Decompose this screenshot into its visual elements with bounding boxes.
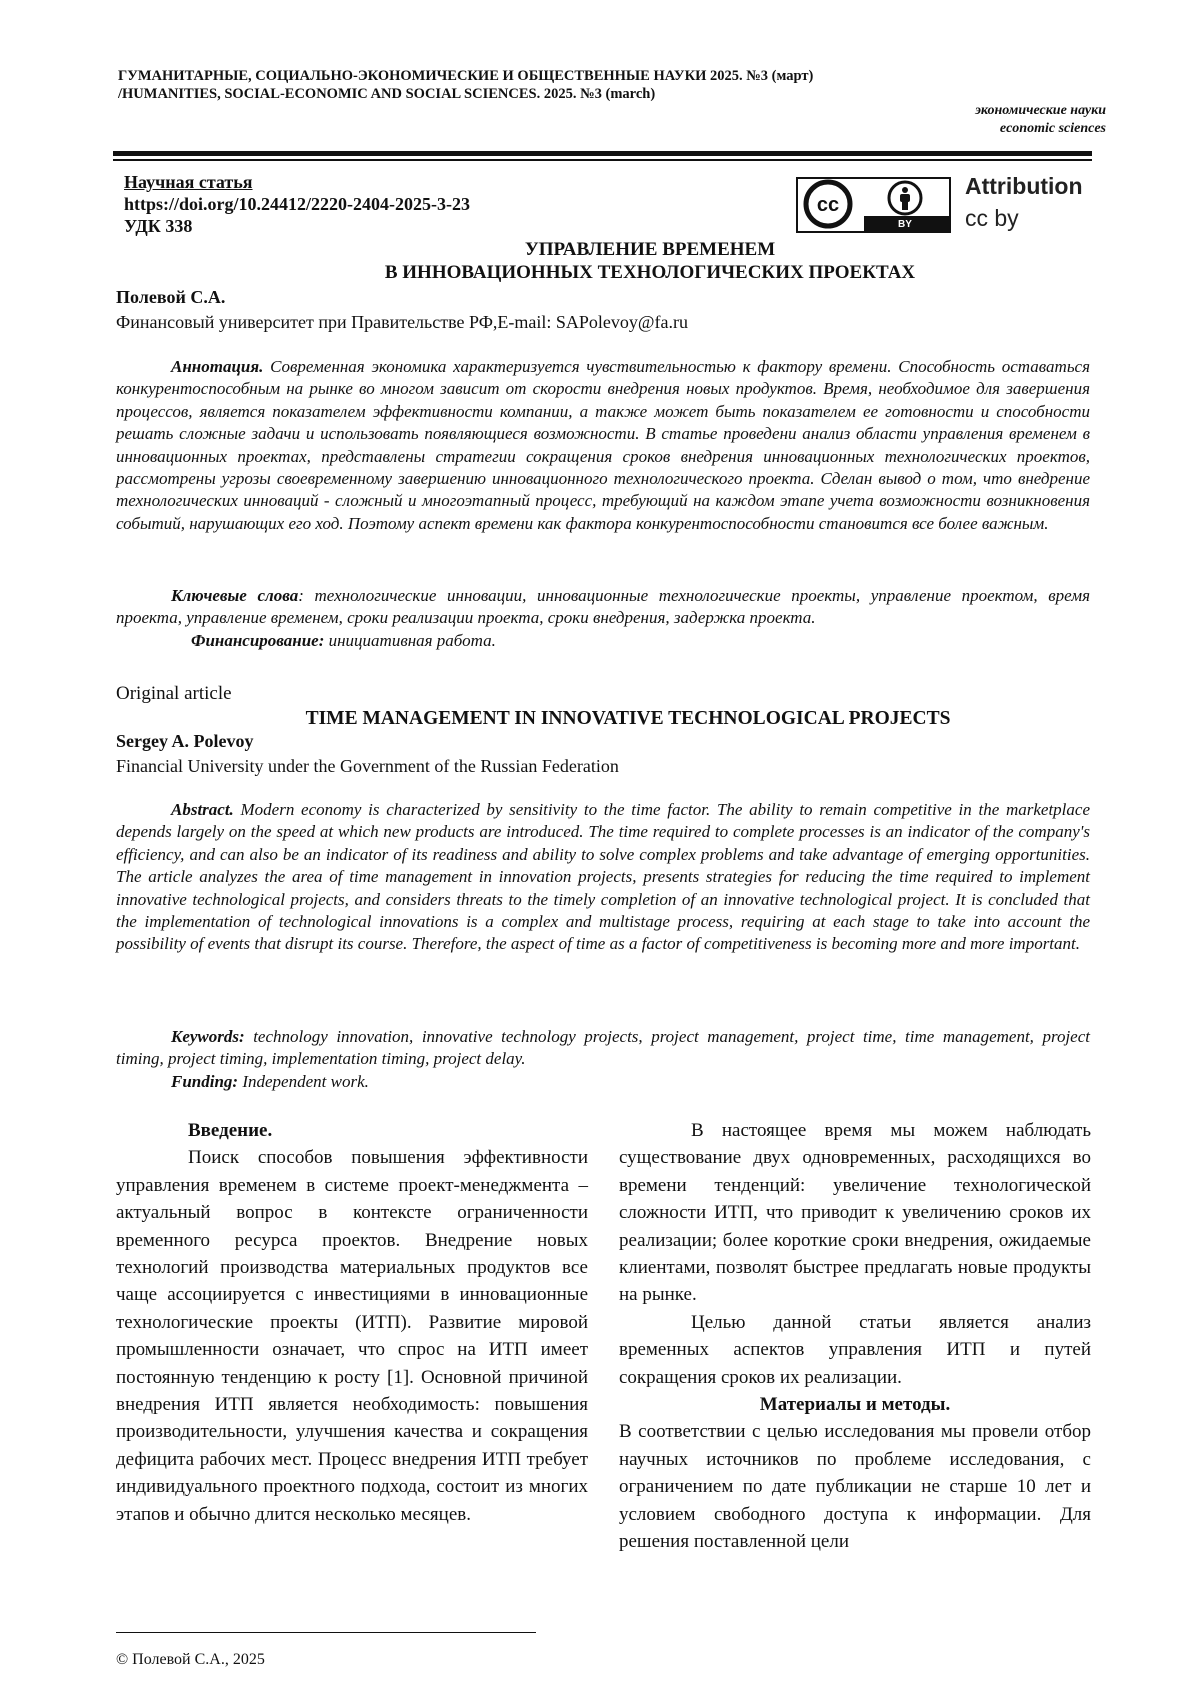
keywords-en-label: Keywords: (171, 1027, 245, 1046)
cc-icon (806, 182, 850, 226)
header-rule-thick (113, 151, 1092, 156)
cc-by-logo (798, 179, 949, 231)
funding-ru-text: инициативная работа. (324, 631, 496, 650)
abstract-ru-text: Современная экономика характеризуется чувствительностью к фактору времени. Способность оставаться конкурентоспособным на рынке во многом зависит от скорости внедрения новых продуктов. Время, необходимое для завершения процессов, является показателем эффективности компании, а также может быть показателем ее готовности и способности решать сложные задачи и использовать появляющиеся возможности. В статье проведени анализ области управления временем в инновационных проектах, представлены стратегии сокращения сроков внедрения инновационных технологических проектов, рассмотрены угрозы своевременному завершению инновационного технологического проекта. Сделан вывод о том, что внедрение технологических инноваций - сложный и многоэтапный процесс, требующий на каждом этапе учета возможности возникновения событий, нарушающих его ход. Поэтому аспект времени как фактора конкурентоспособности становится все более важным. (116, 357, 1090, 533)
journal-title-ru: ГУМАНИТАРНЫЕ, СОЦИАЛЬНО-ЭКОНОМИЧЕСКИЕ И ОБЩЕСТВЕННЫЕ НАУКИ 2025. №3 (март) (118, 68, 814, 84)
abstract-en (116, 799, 1090, 956)
abstract-ru (116, 356, 1090, 535)
article-type: Научная статья (124, 172, 253, 192)
footnote-rule (116, 1632, 536, 1633)
funding-en-text: Independent work. (238, 1072, 369, 1091)
funding-en-label: Funding: (171, 1072, 239, 1091)
intro-paragraph: Поиск способов повышения эффективности управления временем в системе проект-менеджмента – актуальный вопрос в контексте ограниченности временного ресурса проектов. Внедрение новых технологий производства материальных продуктов все чаще ассоциируется с инвестициями в инновационные технологические проекты (ИТП). Развитие мировой промышленности означает, что спрос на ИТП имеет постоянную тенденцию к росту [1]. Основной причиной внедрения ИТП является необходимость: повышения производительности, улучшения качества и сокращения дефицита рабочих мест. Процесс внедрения ИТП требует индивидуального проектного подхода, состоит из многих этапов и обычно длится несколько месяцев. (116, 1147, 588, 1525)
doi-link[interactable]: https://doi.org/10.24412/2220-2404-2025-3-23 (124, 194, 470, 214)
header-rule-thin (113, 159, 1092, 161)
cc-by-badge[interactable] (796, 177, 951, 233)
section-ru: экономические науки (975, 103, 1106, 118)
cc-letters: cc (816, 194, 840, 216)
author-en: Sergey A. Polevoy (116, 731, 254, 751)
udk-code: УДК 338 (124, 216, 193, 236)
article-type-en: Original article (116, 683, 232, 704)
abstract-en-label: Abstract. (171, 800, 234, 819)
person-icon (889, 182, 921, 214)
keywords-ru (116, 585, 1090, 630)
keywords-ru-label: Ключевые слова (171, 586, 299, 605)
right-paragraph-1: В настоящее время мы можем наблюдать существование двух одновременных, расходящихся во времени тенденций: увеличение технологической сложности ИТП, что приводит к увеличению сроков их реализации; более короткие сроки внедрения, ожидаемые клиентами, позволят быстрее предлагать новые продукты на рынке. (619, 1120, 1091, 1306)
keywords-en (116, 1026, 1090, 1071)
abstract-en-text: Modern economy is characterized by sensitivity to the time factor. The ability to remain competitive in the marketplace depends largely on the speed at which new products are introduced. The time required to complete processes is an indicator of the company's efficiency, and can also be an indicator of its readiness and ability to solve complex problems and take advantage of emerging opportunities. The article analyzes the area of time management in innovation projects, presents strategies for reducing the time required to implement innovative technological projects, and considers threats to the timely completion of an innovative technological project. It is concluded that the implementation of technological innovations is a complex and multistage process, requiring at each stage to take into account the possibility of events that disrupt its course. Therefore, the aspect of time as a factor of competitiveness is becoming more and more important. (116, 800, 1090, 954)
methods-paragraph: В соответствии с целью исследования мы провели отбор научных источников по проблеме исследования, с ограничением по дате публикации не старше 10 лет и условием свободного доступа к информации. Для решения поставленной цели (619, 1421, 1091, 1553)
by-letters: BY (898, 219, 912, 230)
intro-heading: Введение. (188, 1120, 273, 1141)
license-label: Attribution (965, 173, 1083, 199)
author-ru: Полевой С.А. (116, 287, 226, 307)
license-short: cc by (965, 205, 1019, 231)
methods-heading: Материалы и методы. (759, 1394, 951, 1416)
affiliation-en: Financial University under the Government of the Russian Federation (116, 756, 619, 776)
right-paragraph-2: Целью данной статьи является анализ временных аспектов управления ИТП и путей сокращения сроков их реализации. (619, 1311, 1091, 1388)
section-en: economic sciences (999, 121, 1106, 136)
affiliation-ru: Финансовый университет при Правительстве РФ,E-mail: SAPolevoy@fa.ru (116, 312, 688, 332)
title-ru-line1: УПРАВЛЕНИЕ ВРЕМЕНЕМ (524, 239, 776, 260)
title-en: TIME MANAGEMENT IN INNOVATIVE TECHNOLOGICAL PROJECTS (305, 708, 951, 729)
funding-en (116, 1071, 1090, 1093)
body-right-column (619, 1117, 1091, 1556)
funding-ru (116, 630, 1090, 652)
copyright: © Полевой С.А., 2025 (116, 1651, 265, 1668)
abstract-ru-label: Аннотация. (171, 357, 264, 376)
journal-title-en: /HUMANITIES, SOCIAL-ECONOMIC AND SOCIAL SCIENCES. 2025. №3 (march) (118, 86, 656, 102)
title-ru-line2: В ИННОВАЦИОННЫХ ТЕХНОЛОГИЧЕСКИХ ПРОЕКТАХ (384, 262, 916, 283)
body-left-column (116, 1117, 588, 1528)
keywords-ru-text: : технологические инновации, инновационные технологические проекты, управление проектом, время проекта, управление временем, сроки реализации проекта, сроки внедрения, задержка проекта. (116, 586, 1091, 628)
keywords-en-text: technology innovation, innovative technology projects, project management, project time, time management, project timing, project timing, implementation timing, project delay. (116, 1027, 1090, 1069)
funding-ru-label: Финансирование: (191, 631, 325, 650)
